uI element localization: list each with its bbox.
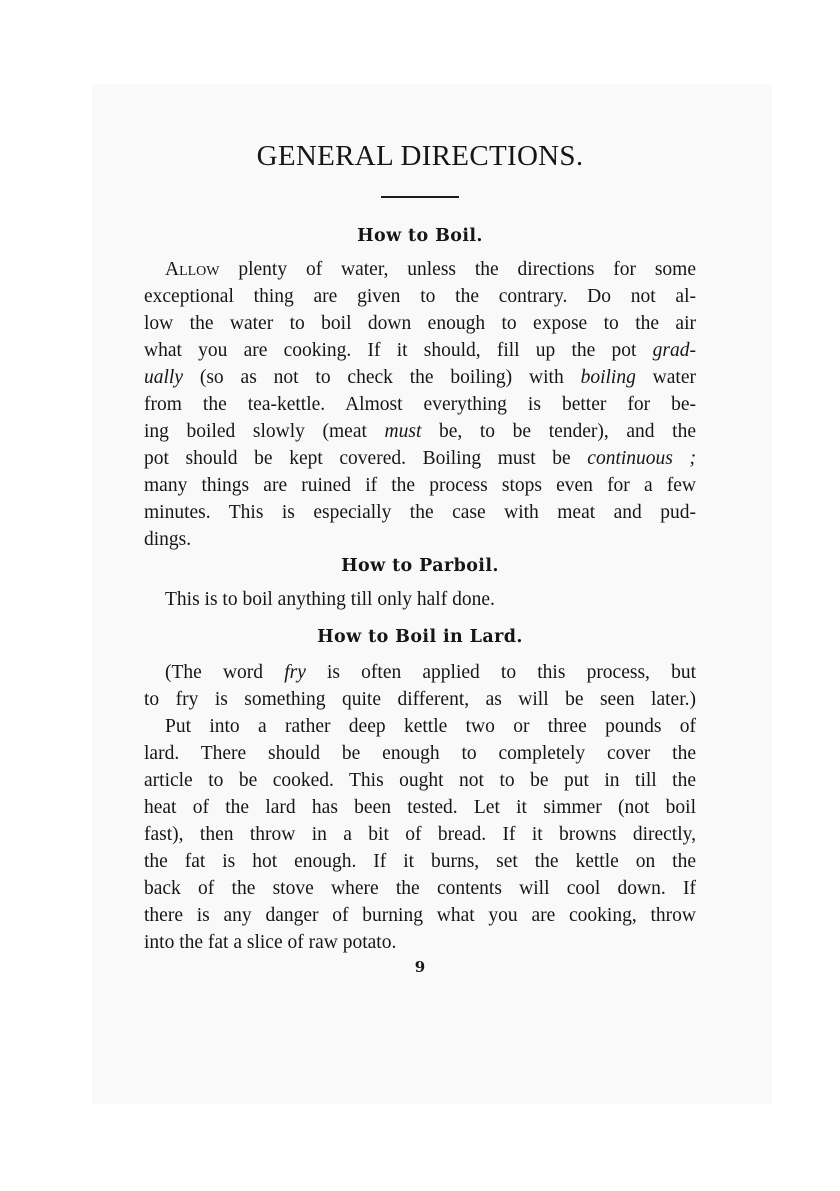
boil-line-10: minutes. This is especially the case with meat and pud- [144,502,696,523]
lard-line-8: the fat is hot enough. If it burns, set the kettle on the [144,851,696,872]
heading-how-to-parboil: How to Parboil. [341,556,499,576]
lard-line-11: into the fat a slice of raw potato. [144,932,397,953]
emphasis: fry [284,662,306,683]
heading-how-to-boil: How to Boil. [357,226,483,246]
emphasis: ually [144,367,183,388]
boil-line-11: dings. [144,529,192,550]
emphasis: continuous ; [587,448,696,469]
page-number: 9 [414,958,426,976]
boil-line-9: many things are ruined if the process stops even for a few [144,475,696,496]
lard-line-10: there is any danger of burning what you are cooking, throw [144,905,696,926]
boil-line-7: ing boiled slowly (meat must be, to be tender), and the [144,421,696,442]
lard-line-5: article to be cooked. This ought not to be put in till the [144,770,696,791]
emphasis: boiling [580,367,636,388]
boil-line-5: ually (so as not to check the boiling) with boiling water [144,367,696,388]
title-rule [381,196,459,198]
lard-line-7: fast), then throw in a bit of bread. If it browns directly, [144,824,696,845]
parboil-line-1: This is to boil anything till only half done. [165,589,495,610]
lard-line-9: back of the stove where the contents will cool down. If [144,878,696,899]
boil-line-1: Allow plenty of water, unless the directions for some [165,259,696,280]
emphasis: grad- [652,340,696,361]
lard-line-6: heat of the lard has been tested. Let it simmer (not boil [144,797,696,818]
emphasis: must [384,421,422,442]
boil-line-2: exceptional thing are given to the contrary. Do not al- [144,286,696,307]
boil-line-4: what you are cooking. If it should, fill up the pot grad- [144,340,696,361]
lard-line-4: lard. There should be enough to completely cover the [144,743,696,764]
lard-line-3: Put into a rather deep kettle two or three pounds of [165,716,696,737]
boil-line-3: low the water to boil down enough to expose to the air [144,313,696,334]
heading-how-to-boil-in-lard: How to Boil in Lard. [317,627,523,647]
boil-line-8: pot should be kept covered. Boiling must be continuous ; [144,448,696,469]
lard-line-2: to fry is something quite different, as will be seen later.) [144,689,696,710]
boil-line-6: from the tea-kettle. Almost everything is better for be- [144,394,696,415]
drop-word: Allow [165,259,220,280]
page-title: GENERAL DIRECTIONS. [256,140,584,172]
lard-line-1: (The word fry is often applied to this process, but [165,662,696,683]
